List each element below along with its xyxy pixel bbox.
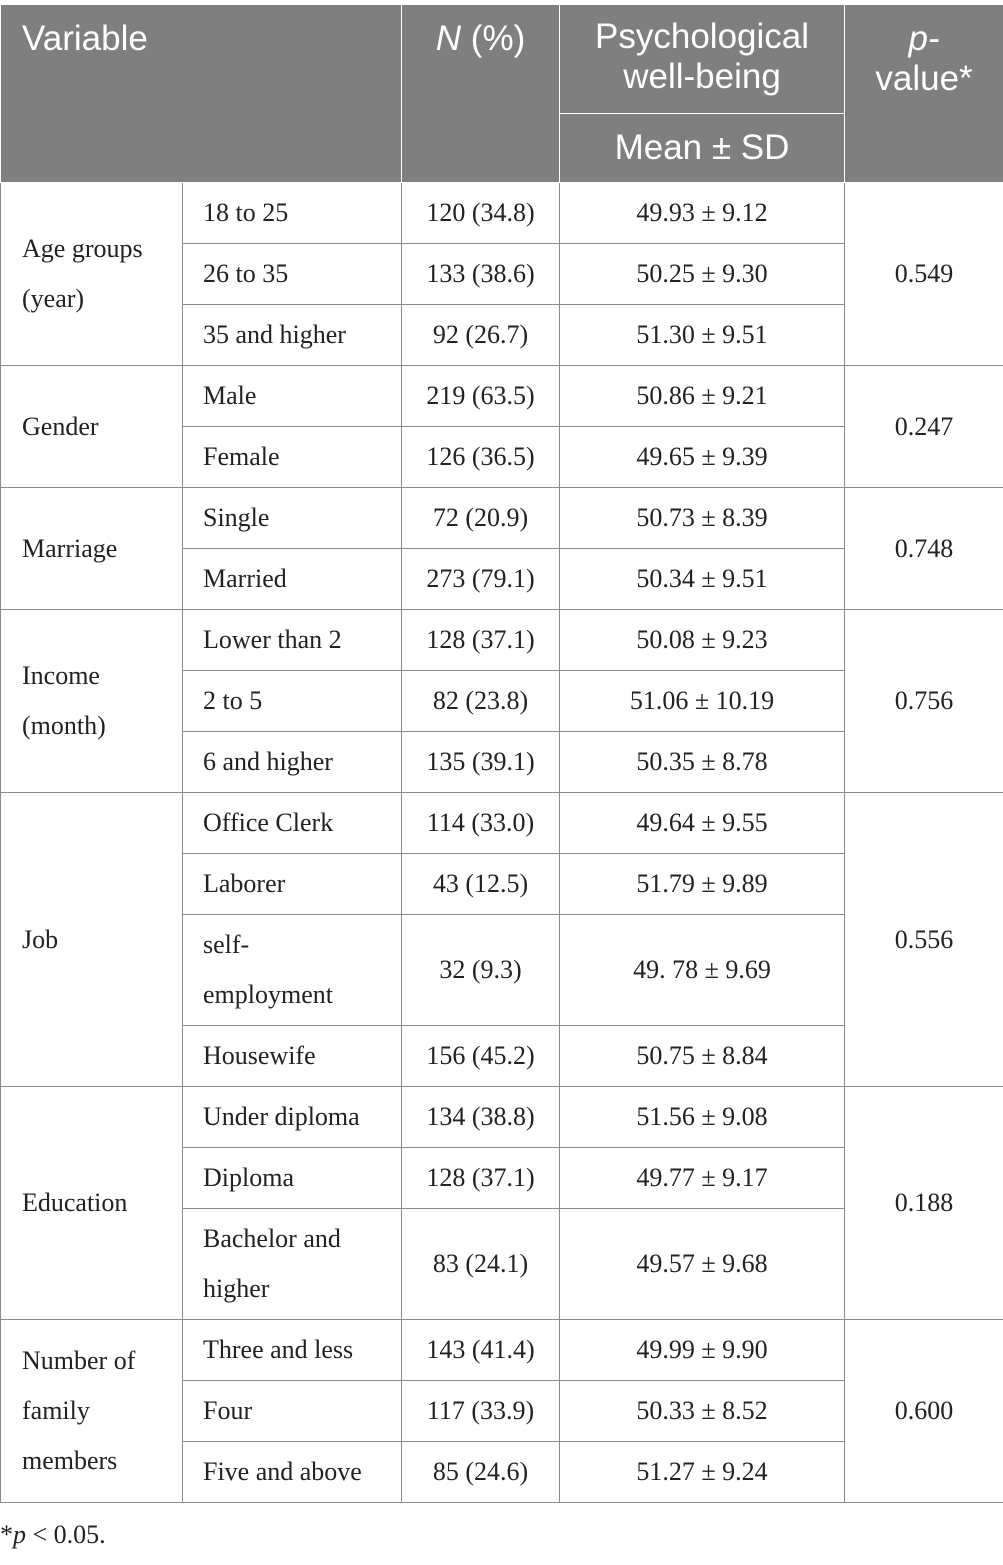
category-cell: Office Clerk: [183, 793, 402, 854]
mean-sd-cell: 51.06 ± 10.19: [560, 671, 845, 732]
table-row: [1, 366, 1003, 427]
table-row: [1, 1320, 1003, 1381]
mean-sd-cell: 51.27 ± 9.24: [560, 1442, 845, 1503]
category-cell: Female: [183, 427, 402, 488]
n-percent-cell: 128 (37.1): [402, 610, 560, 671]
category-cell: Five and above: [183, 1442, 402, 1503]
n-percent-cell: 43 (12.5): [402, 854, 560, 915]
mean-sd-cell: 50.86 ± 9.21: [560, 366, 845, 427]
variable-cell: Marriage: [1, 488, 183, 610]
n-percent-cell: 133 (38.6): [402, 244, 560, 305]
n-percent-cell: 156 (45.2): [402, 1026, 560, 1087]
mean-sd-cell: 49.65 ± 9.39: [560, 427, 845, 488]
category-cell: Three and less: [183, 1320, 402, 1381]
header-pwb-line2: well-being: [623, 57, 781, 96]
mean-sd-cell: 51.30 ± 9.51: [560, 305, 845, 366]
mean-sd-cell: 49.64 ± 9.55: [560, 793, 845, 854]
n-percent-cell: 83 (24.1): [402, 1209, 560, 1320]
variable-cell: Job: [1, 793, 183, 1087]
table-row: [1, 183, 1003, 244]
category-cell: [183, 915, 402, 1026]
variable-cell: Education: [1, 1087, 183, 1320]
mean-sd-cell: 49. 78 ± 9.69: [560, 915, 845, 1026]
variable-cell: [1, 183, 183, 366]
p-value-cell: 0.188: [845, 1087, 1003, 1320]
n-percent-cell: 120 (34.8): [402, 183, 560, 244]
mean-sd-cell: 51.79 ± 9.89: [560, 854, 845, 915]
n-percent-cell: 82 (23.8): [402, 671, 560, 732]
n-percent-cell: 114 (33.0): [402, 793, 560, 854]
n-percent-cell: 143 (41.4): [402, 1320, 560, 1381]
header-variable: Variable: [1, 5, 402, 183]
category-cell: [183, 1209, 402, 1320]
category-cell: Single: [183, 488, 402, 549]
p-value-cell: 0.556: [845, 793, 1003, 1087]
footnote-star: *: [0, 1520, 13, 1549]
category-cell: Under diploma: [183, 1087, 402, 1148]
p-value-cell: 0.247: [845, 366, 1003, 488]
n-percent-cell: 135 (39.1): [402, 732, 560, 793]
variable-label: Income (month): [22, 661, 106, 740]
table-body: [1, 183, 1003, 1503]
p-value-cell: 0.600: [845, 1320, 1003, 1503]
n-percent-cell: 219 (63.5): [402, 366, 560, 427]
variable-cell: Gender: [1, 366, 183, 488]
category-cell: Diploma: [183, 1148, 402, 1209]
header-p-italic: p-: [908, 19, 940, 58]
mean-sd-cell: 50.08 ± 9.23: [560, 610, 845, 671]
results-table: [0, 4, 1003, 1503]
header-n-italic: N: [435, 19, 462, 58]
p-value-cell: 0.549: [845, 183, 1003, 366]
category-cell: 18 to 25: [183, 183, 402, 244]
mean-sd-cell: 49.57 ± 9.68: [560, 1209, 845, 1320]
mean-sd-cell: 51.56 ± 9.08: [560, 1087, 845, 1148]
mean-sd-cell: 50.35 ± 8.78: [560, 732, 845, 793]
variable-label: Age groups (year): [22, 234, 143, 313]
category-cell: 6 and higher: [183, 732, 402, 793]
variable-cell: [1, 1320, 183, 1503]
table-footnote: [0, 1520, 106, 1550]
mean-sd-cell: 49.99 ± 9.90: [560, 1320, 845, 1381]
n-percent-cell: 126 (36.5): [402, 427, 560, 488]
p-value-cell: 0.756: [845, 610, 1003, 793]
n-percent-cell: 92 (26.7): [402, 305, 560, 366]
category-cell: 2 to 5: [183, 671, 402, 732]
n-percent-cell: 128 (37.1): [402, 1148, 560, 1209]
category-cell: 26 to 35: [183, 244, 402, 305]
category-cell: Male: [183, 366, 402, 427]
category-label: Bachelor and higher: [203, 1224, 341, 1303]
mean-sd-cell: 50.25 ± 9.30: [560, 244, 845, 305]
header-psychological-well-being: [560, 5, 845, 114]
footnote-p: p: [13, 1520, 26, 1549]
header-n-percent: [402, 5, 560, 183]
n-percent-cell: 134 (38.8): [402, 1087, 560, 1148]
table-row: [1, 1087, 1003, 1148]
category-label: self-employment: [203, 930, 333, 1009]
category-cell: 35 and higher: [183, 305, 402, 366]
category-cell: Four: [183, 1381, 402, 1442]
mean-sd-cell: 50.33 ± 8.52: [560, 1381, 845, 1442]
category-cell: Housewife: [183, 1026, 402, 1087]
table-row: [1, 793, 1003, 854]
n-percent-cell: 85 (24.6): [402, 1442, 560, 1503]
category-cell: Married: [183, 549, 402, 610]
n-percent-cell: 273 (79.1): [402, 549, 560, 610]
category-cell: Laborer: [183, 854, 402, 915]
category-cell: Lower than 2: [183, 610, 402, 671]
header-pwb-line1: Psychological: [595, 17, 810, 56]
footnote-rest: < 0.05.: [26, 1520, 106, 1549]
variable-cell: [1, 610, 183, 793]
mean-sd-cell: 49.77 ± 9.17: [560, 1148, 845, 1209]
variable-label: Number of family members: [22, 1346, 136, 1475]
header-n-rest: (%): [461, 19, 526, 58]
mean-sd-cell: 50.73 ± 8.39: [560, 488, 845, 549]
header-mean-sd: Mean ± SD: [560, 114, 845, 183]
table-header: [1, 5, 1003, 183]
table-row: [1, 610, 1003, 671]
p-value-cell: 0.748: [845, 488, 1003, 610]
n-percent-cell: 117 (33.9): [402, 1381, 560, 1442]
header-p-value: [845, 5, 1003, 183]
mean-sd-cell: 50.34 ± 9.51: [560, 549, 845, 610]
mean-sd-cell: 50.75 ± 8.84: [560, 1026, 845, 1087]
header-p-rest: value*: [875, 59, 973, 98]
n-percent-cell: 72 (20.9): [402, 488, 560, 549]
table-row: [1, 488, 1003, 549]
n-percent-cell: 32 (9.3): [402, 915, 560, 1026]
mean-sd-cell: 49.93 ± 9.12: [560, 183, 845, 244]
